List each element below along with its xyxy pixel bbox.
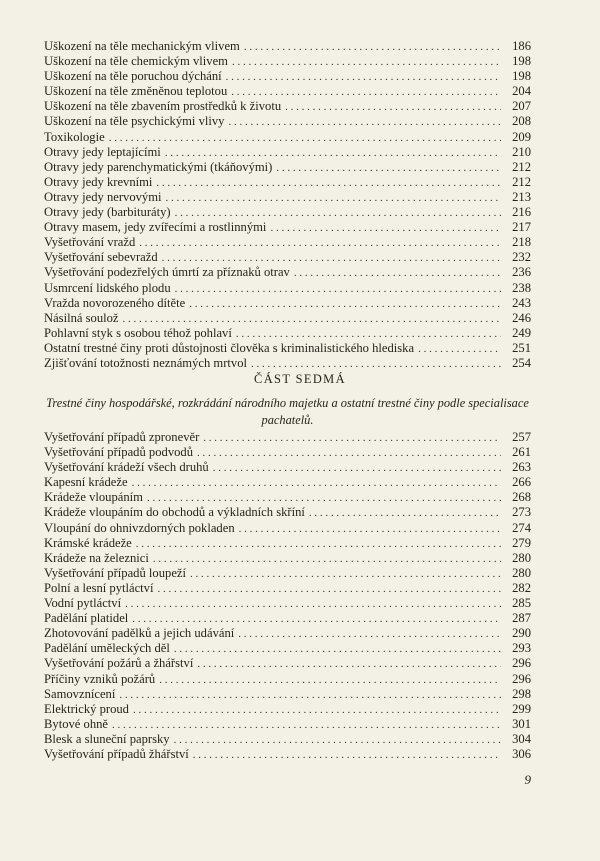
toc-entry — [44, 175, 531, 190]
toc-entry-page: 299 — [512, 701, 531, 716]
toc-entry-title: Otravy jedy parenchymatickými (tkáňovými) — [44, 159, 273, 174]
toc-entry — [44, 460, 531, 475]
toc-entry — [44, 235, 531, 250]
dot-leader — [189, 297, 501, 312]
toc-entry — [44, 551, 531, 566]
toc-entry-title: Vyšetřování případů zpronevěr — [44, 430, 200, 444]
toc-entry — [44, 626, 531, 641]
part-subtitle: Trestné činy hospodářské, rozkrádání národního majetku a ostatní trestné činy podle specialisace pachatelů. — [46, 396, 529, 427]
toc-entry-page: 261 — [512, 445, 531, 460]
dot-leader — [136, 537, 501, 552]
dot-leader — [231, 85, 501, 100]
dot-leader — [213, 461, 501, 476]
dot-leader — [157, 582, 501, 597]
toc-entry-title: Zhotovování padělků a jejich udávání — [44, 626, 235, 641]
toc-entry-page: 216 — [512, 205, 531, 220]
dot-leader — [294, 266, 501, 281]
toc-entry — [44, 356, 531, 371]
dot-leader — [309, 506, 501, 521]
toc-entry-page: 280 — [512, 565, 531, 580]
dot-leader — [125, 597, 501, 612]
toc-entry — [44, 296, 531, 311]
dot-leader — [238, 627, 501, 642]
toc-entry-title: Uškození na těle zbavením prostředků k životu — [44, 99, 282, 114]
toc-entry — [44, 611, 531, 626]
toc-entry-title: Otravy masem, jedy zvířecími a rostlinnými — [44, 220, 267, 235]
toc-entry-page: 198 — [512, 54, 531, 69]
toc-entry-page: 232 — [512, 250, 531, 265]
toc-entry-page: 243 — [512, 295, 531, 310]
toc-entry-page: 217 — [512, 220, 531, 235]
toc-entry-title: Ostatní trestné činy proti důstojnosti člověka s kriminalistického hlediska — [44, 340, 415, 355]
dot-leader — [193, 748, 501, 763]
toc-entry — [44, 341, 531, 356]
toc-entry — [44, 445, 531, 460]
toc-entry-page: 296 — [512, 671, 531, 686]
toc-entry-title: Uškození na těle chemickým vlivem — [44, 54, 228, 69]
toc-entry-title: Samovznícení — [44, 686, 116, 701]
dot-leader — [203, 431, 501, 446]
dot-leader — [418, 342, 501, 357]
toc-entry-page: 218 — [512, 235, 531, 250]
toc-entry-page: 273 — [512, 505, 531, 520]
toc-entry — [44, 326, 531, 341]
toc-entry-title: Otravy jedy (barbituráty) — [44, 205, 171, 220]
toc-entry-page: 279 — [512, 535, 531, 550]
toc-entry-page: 251 — [512, 340, 531, 355]
toc-entry-page: 212 — [512, 159, 531, 174]
dot-leader — [119, 688, 501, 703]
dot-leader — [285, 100, 501, 115]
dot-leader — [132, 612, 501, 627]
toc-entry-title: Toxikologie — [44, 129, 105, 144]
toc-entry-page: 287 — [512, 611, 531, 626]
toc-entry — [44, 190, 531, 205]
toc-entry-title: Vyšetřování krádeží všech druhů — [44, 460, 209, 475]
toc-entry — [44, 205, 531, 220]
toc-entry-title: Krádeže vloupáním — [44, 490, 143, 505]
toc-entry — [44, 656, 531, 671]
toc-entry-page: 210 — [512, 144, 531, 159]
toc-entry-page: 249 — [512, 325, 531, 340]
toc-entry-page: 285 — [512, 596, 531, 611]
toc-entry — [44, 160, 531, 175]
dot-leader — [165, 146, 501, 161]
toc-entry-title: Vyšetřování vražd — [44, 235, 136, 250]
toc-entry — [44, 430, 531, 445]
toc-entry-title: Zjišťování totožnosti neznámých mrtvol — [44, 355, 247, 370]
toc-entry-page: 304 — [512, 731, 531, 746]
toc-entry — [44, 521, 531, 536]
toc-entry-title: Padělání platidel — [44, 611, 129, 626]
toc-section-top — [44, 39, 531, 371]
toc-entry-page: 306 — [512, 746, 531, 761]
toc-entry — [44, 114, 531, 129]
toc-entry-page: 246 — [512, 310, 531, 325]
toc-entry — [44, 265, 531, 280]
dot-leader — [109, 131, 501, 146]
dot-leader — [175, 206, 501, 221]
dot-leader — [123, 312, 502, 327]
dot-leader — [270, 221, 501, 236]
dot-leader — [190, 567, 501, 582]
toc-entry-title: Vyšetřování sebevražd — [44, 250, 158, 265]
part-heading: ČÁST SEDMÁ — [254, 372, 346, 386]
toc-entry-title: Vyšetřování požárů a žhářství — [44, 656, 194, 671]
dot-leader — [276, 161, 501, 176]
toc-entry-page: 274 — [512, 520, 531, 535]
toc-entry-page: 293 — [512, 641, 531, 656]
toc-entry — [44, 596, 531, 611]
dot-leader — [153, 552, 501, 567]
dot-leader — [162, 251, 501, 266]
toc-entry — [44, 687, 531, 702]
dot-leader — [174, 733, 501, 748]
dot-leader — [197, 446, 501, 461]
dot-leader — [156, 176, 501, 191]
toc-entry — [44, 39, 531, 54]
toc-entry — [44, 220, 531, 235]
toc-entry-title: Blesk a sluneční paprsky — [44, 731, 170, 746]
dot-leader — [226, 70, 501, 85]
toc-entry-title: Bytové ohně — [44, 716, 109, 731]
toc-entry-title: Otravy jedy leptajícími — [44, 144, 161, 159]
toc-entry-title: Uškození na těle mechanickým vlivem — [44, 39, 240, 53]
dot-leader — [244, 40, 501, 55]
dot-leader — [159, 673, 501, 688]
dot-leader — [175, 282, 501, 297]
toc-entry-page: 204 — [512, 84, 531, 99]
page-number: 9 — [524, 772, 531, 787]
toc-entry-page: 298 — [512, 686, 531, 701]
toc-entry-page: 208 — [512, 114, 531, 129]
toc-entry-title: Krádeže na železnici — [44, 550, 149, 565]
toc-entry-page: 212 — [512, 174, 531, 189]
toc-entry-page: 213 — [512, 189, 531, 204]
dot-leader — [166, 191, 501, 206]
toc-entry — [44, 566, 531, 581]
toc-entry — [44, 84, 531, 99]
toc-entry-page: 280 — [512, 550, 531, 565]
toc-entry-title: Usmrcení lidského plodu — [44, 280, 171, 295]
toc-entry — [44, 747, 531, 762]
toc-entry — [44, 672, 531, 687]
toc-entry — [44, 99, 531, 114]
toc-entry — [44, 69, 531, 84]
toc-entry-page: 209 — [512, 129, 531, 144]
dot-leader — [132, 476, 501, 491]
toc-entry-title: Elektrický proud — [44, 701, 129, 716]
dot-leader — [139, 236, 501, 251]
toc-entry — [44, 475, 531, 490]
toc-entry-title: Krámské krádeže — [44, 535, 132, 550]
toc-entry-title: Pohlavní styk s osobou téhož pohlaví — [44, 325, 232, 340]
toc-entry-title: Kapesní krádeže — [44, 475, 128, 490]
toc-entry-page: 301 — [512, 716, 531, 731]
toc-entry — [44, 250, 531, 265]
toc-entry — [44, 581, 531, 596]
toc-entry — [44, 145, 531, 160]
toc-entry — [44, 311, 531, 326]
toc-entry-title: Vyšetřování případů loupeží — [44, 565, 186, 580]
dot-leader — [197, 657, 501, 672]
toc-entry-page: 238 — [512, 280, 531, 295]
dot-leader — [147, 491, 501, 506]
toc-entry-title: Uškození na těle změněnou teplotou — [44, 84, 228, 99]
toc-entry-title: Vloupání do ohnivzdorných pokladen — [44, 520, 235, 535]
dot-leader — [239, 522, 501, 537]
toc-entry-title: Polní a lesní pytláctví — [44, 580, 154, 595]
toc-entry-page: 282 — [512, 580, 531, 595]
toc-entry-page: 198 — [512, 69, 531, 84]
toc-entry — [44, 505, 531, 520]
dot-leader — [236, 327, 501, 342]
toc-entry-title: Otravy jedy nervovými — [44, 189, 162, 204]
dot-leader — [228, 115, 501, 130]
toc-entry-page: 254 — [512, 355, 531, 370]
toc-entry-page: 257 — [512, 430, 531, 444]
toc-entry-page: 296 — [512, 656, 531, 671]
toc-section-bottom — [44, 430, 531, 762]
dot-leader — [174, 642, 501, 657]
toc-entry — [44, 702, 531, 717]
toc-entry-page: 290 — [512, 626, 531, 641]
toc-entry — [44, 54, 531, 69]
toc-entry-title: Vyšetřování případů podvodů — [44, 445, 194, 460]
toc-entry-page: 268 — [512, 490, 531, 505]
toc-entry-title: Padělání uměleckých děl — [44, 641, 170, 656]
toc-entry-title: Uškození na těle poruchou dýchání — [44, 69, 222, 84]
toc-entry — [44, 641, 531, 656]
toc-entry — [44, 490, 531, 505]
toc-entry-page: 207 — [512, 99, 531, 114]
dot-leader — [232, 55, 501, 70]
toc-entry-title: Krádeže vloupáním do obchodů a výkladních skříní — [44, 505, 305, 520]
toc-entry-page: 266 — [512, 475, 531, 490]
dot-leader — [133, 703, 501, 718]
toc-entry — [44, 130, 531, 145]
dot-leader — [112, 718, 501, 733]
toc-entry-title: Vražda novorozeného dítěte — [44, 295, 186, 310]
toc-entry-title: Otravy jedy krevními — [44, 174, 153, 189]
toc-entry-title: Vyšetřování podezřelých úmrtí za příznaků otrav — [44, 265, 290, 280]
toc-entry-title: Násilná soulož — [44, 310, 119, 325]
toc-entry-page: 236 — [512, 265, 531, 280]
toc-entry — [44, 732, 531, 747]
toc-entry — [44, 281, 531, 296]
toc-entry — [44, 536, 531, 551]
toc-entry-title: Vodní pytláctví — [44, 596, 122, 611]
toc-entry-title: Uškození na těle psychickými vlivy — [44, 114, 225, 129]
toc-entry-title: Vyšetřování případů žhářství — [44, 746, 189, 761]
toc-entry-page: 186 — [512, 39, 531, 53]
toc-entry — [44, 717, 531, 732]
toc-entry-title: Příčiny vzniků požárů — [44, 671, 156, 686]
toc-entry-page: 263 — [512, 460, 531, 475]
dot-leader — [251, 357, 501, 372]
